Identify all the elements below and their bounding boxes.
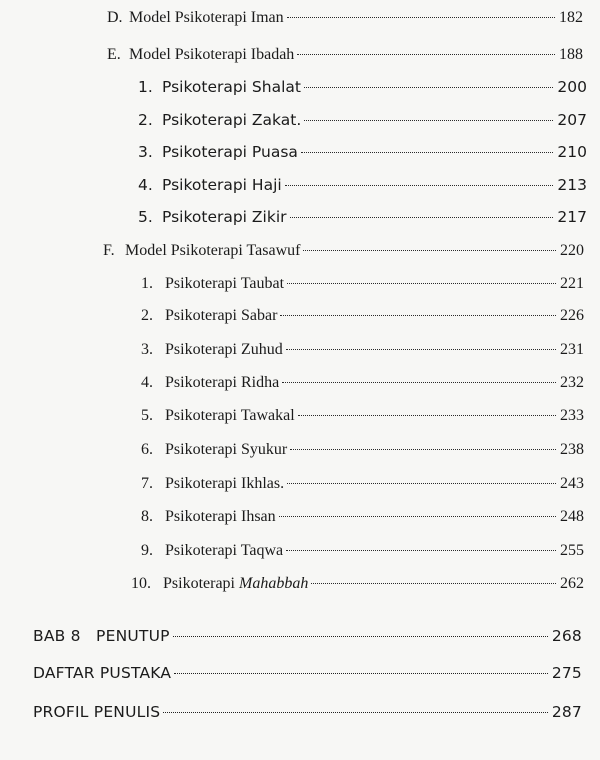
page-number: 226 (560, 307, 584, 324)
page-number: 287 (551, 703, 582, 721)
dot-leader (174, 673, 548, 674)
dot-leader (287, 17, 555, 18)
toc-entry-taqwa[interactable] (141, 541, 584, 561)
page-number: 232 (560, 374, 584, 391)
entry-label: Psikoterapi Ridha (165, 374, 280, 391)
entry-label: Psikoterapi Zakat. (162, 111, 302, 129)
entry-label: Psikoterapi Taqwa (165, 542, 284, 559)
entry-label: Psikoterapi Haji (162, 176, 282, 194)
page-number: 275 (551, 664, 582, 682)
chapter-label: DAFTAR PUSTAKA (33, 664, 172, 682)
item-number: 1. (138, 78, 153, 96)
page-number: 207 (557, 111, 587, 129)
page-number: 221 (560, 275, 584, 292)
entry-label: Psikoterapi Taubat (165, 275, 285, 292)
dot-leader (297, 54, 555, 55)
entry-label: Model Psikoterapi Ibadah (129, 46, 295, 63)
item-number: 4. (141, 374, 153, 391)
item-number: 6. (141, 441, 153, 458)
page-number: 210 (557, 143, 587, 161)
page-number: 213 (557, 176, 587, 194)
dot-leader (287, 283, 556, 284)
toc-entry-shalat[interactable] (138, 77, 587, 97)
entry-label: Psikoterapi Zuhud (165, 341, 283, 358)
toc-entry-tawakal[interactable] (141, 406, 584, 426)
dot-leader (290, 217, 554, 218)
dot-leader (290, 449, 556, 450)
chapter-label: PROFIL PENULIS (33, 703, 161, 721)
dot-leader (303, 250, 556, 251)
dot-leader (301, 152, 554, 153)
toc-entry-profil-penulis[interactable] (33, 702, 582, 722)
dot-leader (280, 315, 556, 316)
page-number: 233 (560, 407, 584, 424)
toc-entry-model-iman[interactable] (107, 8, 583, 28)
dot-leader (163, 712, 548, 713)
dot-leader (298, 415, 556, 416)
toc-entry-zuhud[interactable] (141, 340, 584, 360)
toc-entry-sabar[interactable] (141, 306, 584, 326)
label-italic: Mahabbah (239, 575, 309, 592)
page-number: 200 (557, 78, 587, 96)
item-number: 5. (141, 407, 153, 424)
page-number: 220 (560, 242, 584, 259)
toc-entry-ihsan[interactable] (141, 507, 584, 527)
toc-entry-ridha[interactable] (141, 373, 584, 393)
dot-leader (287, 483, 556, 484)
page-number: 182 (559, 9, 583, 26)
dot-leader (311, 583, 556, 584)
page-number: 188 (559, 46, 583, 63)
item-number: 8. (141, 508, 153, 525)
item-number: 3. (141, 341, 153, 358)
page-number: 217 (557, 208, 587, 226)
entry-label: Psikoterapi Puasa (162, 143, 298, 161)
toc-entry-haji[interactable] (138, 175, 587, 195)
entry-label: Model Psikoterapi Iman (129, 9, 284, 26)
item-number: 4. (138, 176, 153, 194)
toc-entry-zikir[interactable] (138, 207, 587, 227)
toc-entry-daftar-pustaka[interactable] (33, 663, 582, 683)
page-number: 262 (560, 575, 584, 592)
item-number: 1. (141, 275, 153, 292)
toc-entry-puasa[interactable] (138, 142, 587, 162)
toc-entry-zakat[interactable] (138, 110, 587, 130)
entry-label: Psikoterapi Zikir (162, 208, 287, 226)
item-number: 10. (131, 575, 151, 592)
toc-entry-ikhlas[interactable] (141, 474, 584, 494)
toc-entry-model-ibadah[interactable] (107, 45, 583, 65)
section-letter: D. (107, 9, 123, 26)
entry-label: Psikoterapi Shalat (162, 78, 301, 96)
dot-leader (304, 120, 553, 121)
entry-label: Psikoterapi Tawakal (165, 407, 295, 424)
dot-leader (304, 87, 553, 88)
page-number: 243 (560, 475, 584, 492)
section-letter: F. (103, 242, 115, 259)
page-number: 248 (560, 508, 584, 525)
item-number: 3. (138, 143, 153, 161)
dot-leader (173, 636, 548, 637)
item-number: 5. (138, 208, 153, 226)
item-number: 9. (141, 542, 153, 559)
item-number: 2. (141, 307, 153, 324)
toc-entry-mahabbah[interactable] (131, 574, 584, 594)
entry-label: Psikoterapi Sabar (165, 307, 278, 324)
page-number: 255 (560, 542, 584, 559)
entry-label: Model Psikoterapi Tasawuf (125, 242, 301, 259)
item-number: 7. (141, 475, 153, 492)
dot-leader (286, 349, 556, 350)
dot-leader (282, 382, 556, 383)
entry-label: Psikoterapi Syukur (165, 441, 288, 458)
label-prefix: Psikoterapi (163, 575, 235, 592)
page-number: 268 (551, 627, 582, 645)
entry-label: Psikoterapi Ihsan (165, 508, 276, 525)
toc-entry-bab-8[interactable] (33, 626, 582, 646)
page-number: 238 (560, 441, 584, 458)
toc-entry-taubat[interactable] (141, 274, 584, 294)
entry-label: Psikoterapi Ikhlas. (165, 475, 285, 492)
chapter-label: BAB 8 PENUTUP (33, 627, 170, 645)
dot-leader (286, 550, 556, 551)
section-letter: E. (107, 46, 121, 63)
dot-leader (279, 516, 556, 517)
dot-leader (285, 185, 554, 186)
page-number: 231 (560, 341, 584, 358)
entry-label (163, 574, 308, 594)
toc-entry-model-tasawuf[interactable] (103, 241, 584, 261)
toc-entry-syukur[interactable] (141, 440, 584, 460)
item-number: 2. (138, 111, 153, 129)
